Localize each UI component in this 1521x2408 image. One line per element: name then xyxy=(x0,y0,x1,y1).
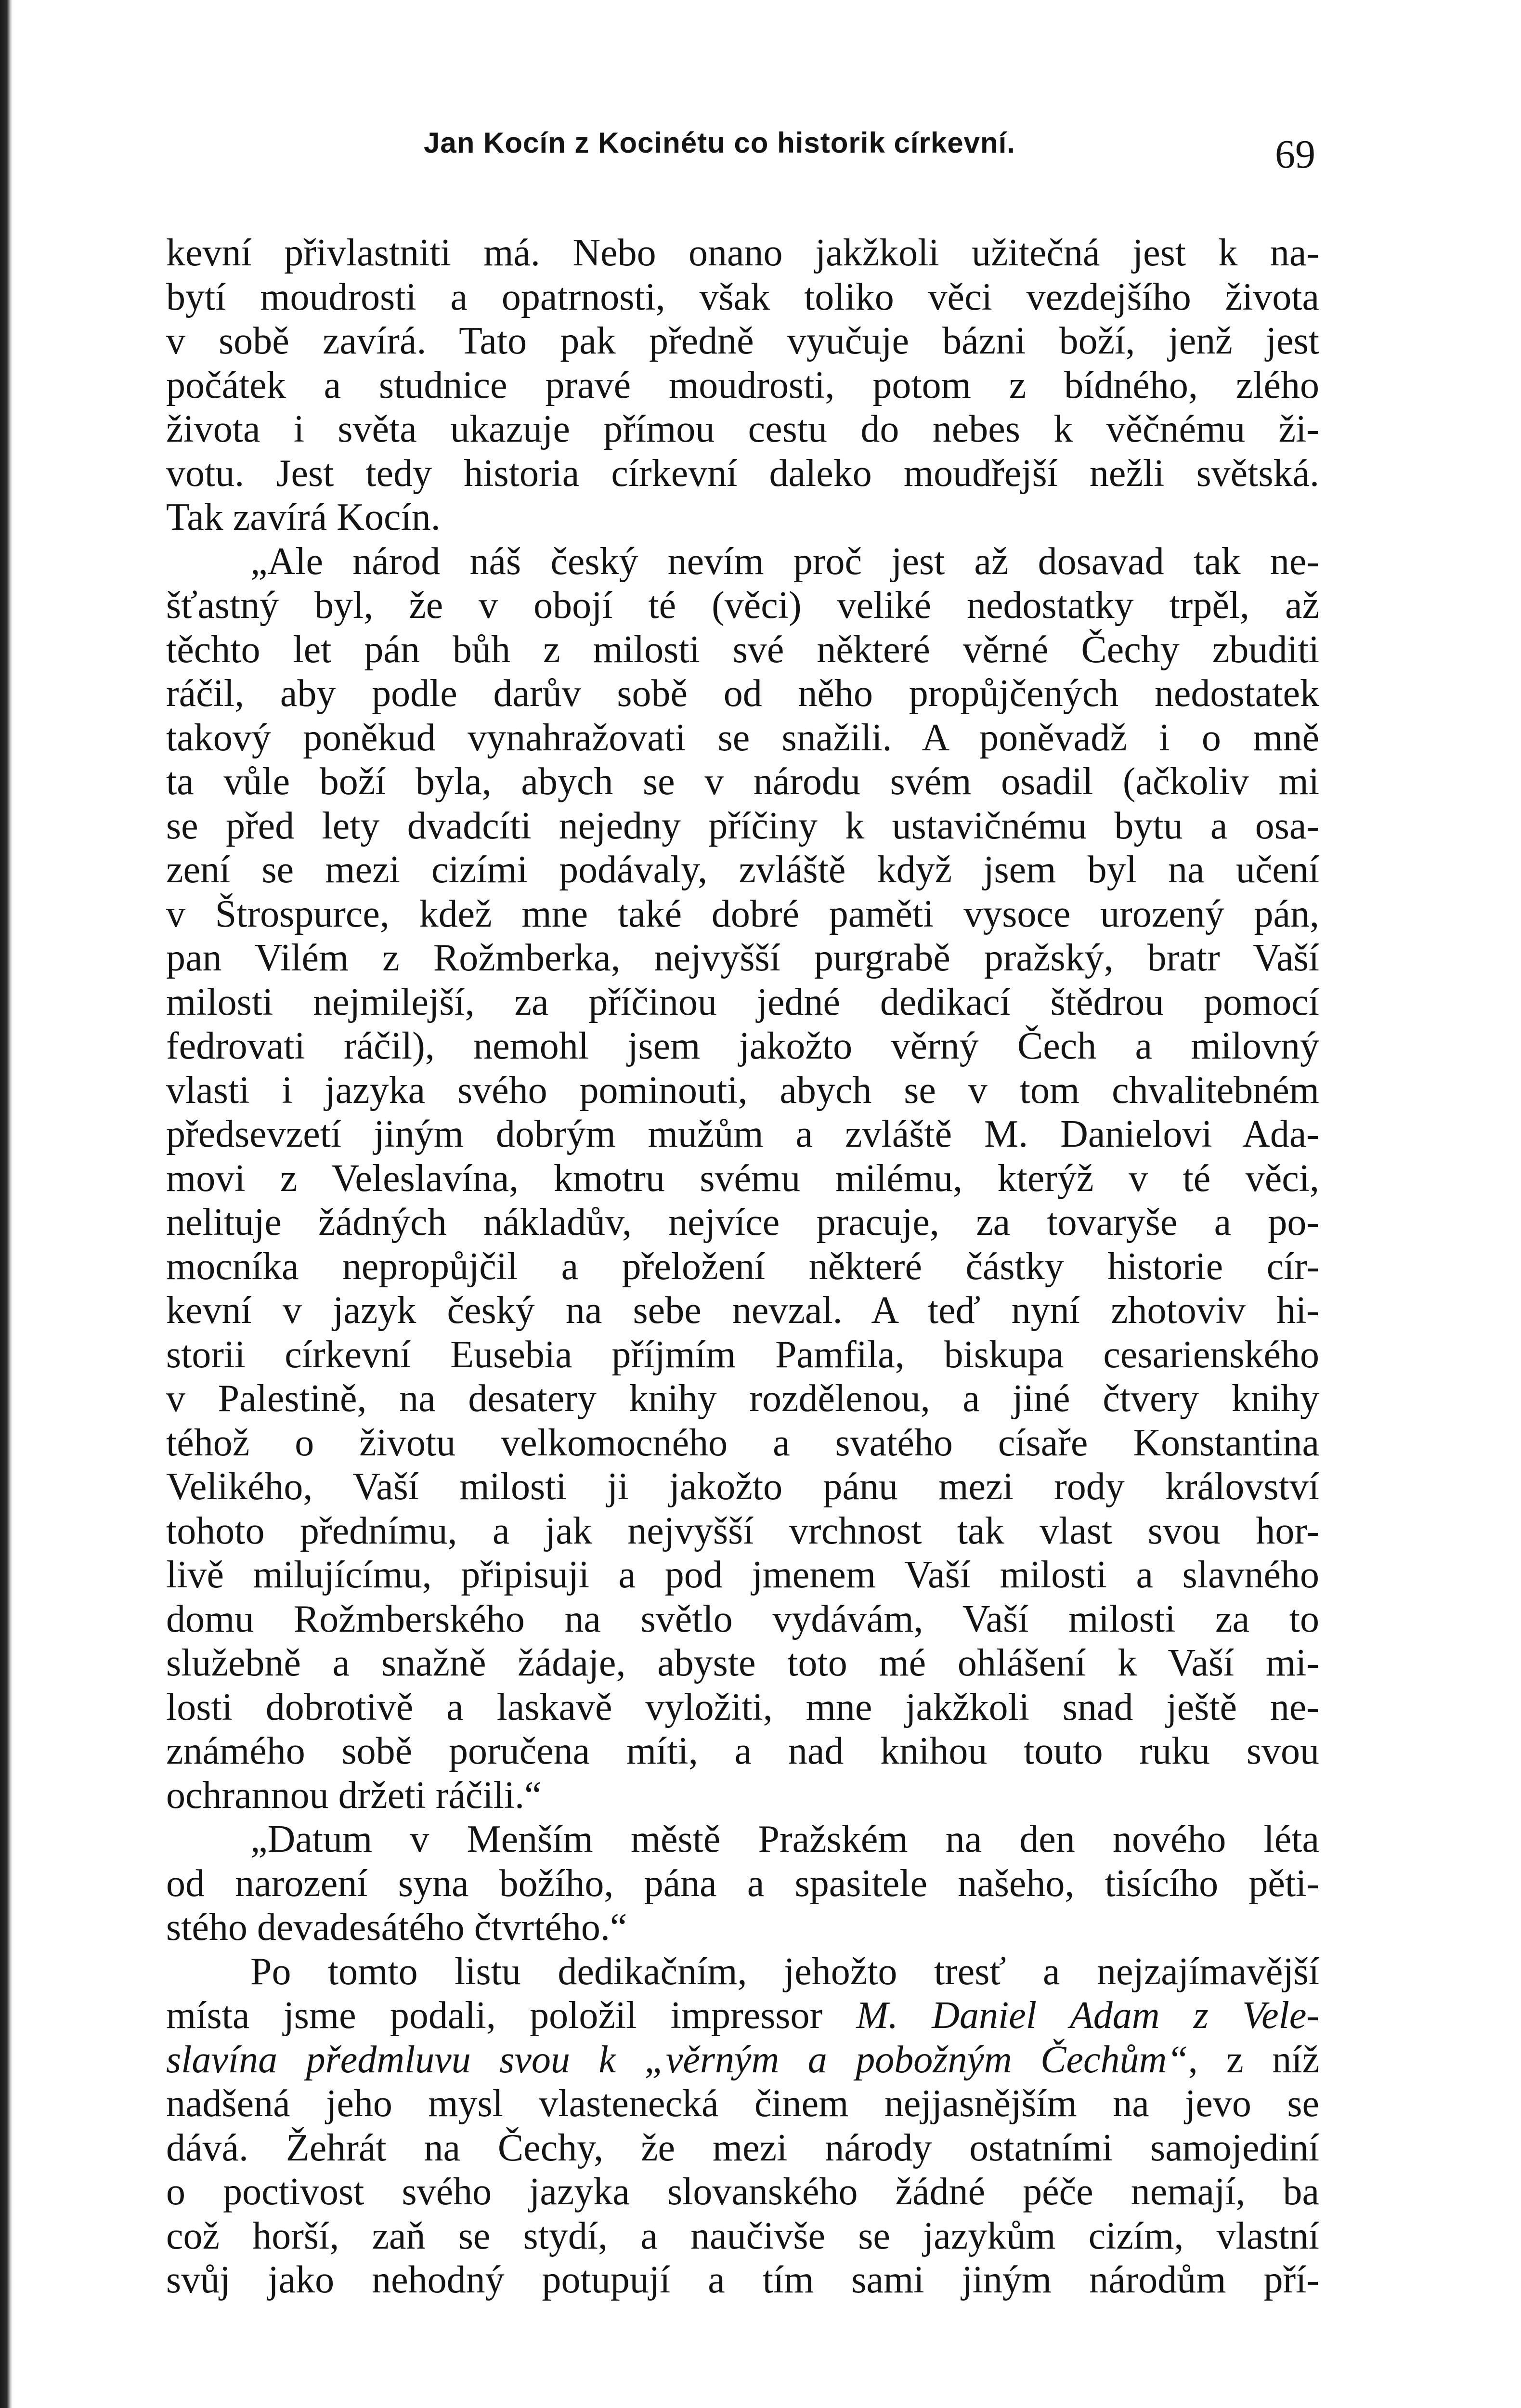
text-line: livě milujícímu, připisuji a pod jmenem Vaší milosti a slavného xyxy=(166,1554,1319,1596)
text-line: domu Rožmberského na světlo vydávám, Vaší milosti za to xyxy=(166,1597,1319,1640)
text-line: v sobě zavírá. Tato pak předně vyučuje bázni boží, jenž jest xyxy=(166,320,1319,362)
text-line: votu. Jest tedy historia církevní daleko moudřejší nežli světská. xyxy=(166,452,1319,495)
text-line: tohoto přednímu, a jak nejvyšší vrchnost tak vlast svou hor- xyxy=(166,1509,1319,1552)
text-line: o poctivost svého jazyka slovanského žádné péče nemají, ba xyxy=(166,2171,1319,2213)
text-line: ráčil, aby podle darův sobě od něho propůjčených nedostatek xyxy=(166,672,1319,715)
text-line: fedrovati ráčil), nemohl jsem jakožto věrný Čech a milovný xyxy=(166,1025,1319,1067)
text-line: storii církevní Eusebia příjmím Pamfila, biskupa cesarienského xyxy=(166,1333,1319,1376)
text-line: movi z Veleslavína, kmotru svému milému, kterýž v té věci, xyxy=(166,1157,1319,1200)
text-line: nadšená jeho mysl vlastenecká činem nejjasnějším na jevo se xyxy=(166,2082,1319,2125)
text-line: svůj jako nehodný potupují a tím sami jiným národům pří- xyxy=(166,2259,1319,2301)
text-line: místa jsme podali, položil impressor M. Daniel Adam z Vele- xyxy=(166,1994,1319,2037)
text-line: se před lety dvadcíti nejedny příčiny k ustavičnému bytu a osa- xyxy=(166,804,1319,847)
text-line: zení se mezi cizími podávaly, zvláště když jsem byl na učení xyxy=(166,849,1319,891)
text-line: šťastný byl, že v obojí té (věci) veliké nedostatky trpěl, až xyxy=(166,584,1319,627)
text-line: stého devadesátého čtvrtého.“ xyxy=(166,1906,627,1949)
text-line: Po tomto listu dedikačním, jehožto tresť a nejzajímavější xyxy=(250,1950,1319,1993)
text-line: v Palestině, na desatery knihy rozdělenou, a jiné čtvery knihy xyxy=(166,1377,1319,1420)
text-line: losti dobrotivě a laskavě vyložiti, mne jakžkoli snad ještě ne- xyxy=(166,1686,1319,1728)
text-line: počátek a studnice pravé moudrosti, potom z bídného, zlého xyxy=(166,364,1319,406)
text-line: známého sobě poručena míti, a nad knihou touto ruku svou xyxy=(166,1730,1319,1772)
scanned-page-edge xyxy=(0,0,13,2408)
text-line: ochrannou držeti ráčili.“ xyxy=(166,1774,542,1817)
text-line: dává. Žehrát na Čechy, že mezi národy ostatními samojediní xyxy=(166,2126,1319,2169)
running-head: Jan Kocín z Kocinétu co historik církevní. xyxy=(424,127,1015,159)
text-line: služebně a snažně žádaje, abyste toto mé ohlášení k Vaší mi- xyxy=(166,1642,1319,1684)
text-line: což horší, zaň se stydí, a naučivše se jazykům cizím, vlastní xyxy=(166,2214,1319,2257)
text-line: Tak zavírá Kocín. xyxy=(166,496,441,538)
text-line: kevní přivlastniti má. Nebo onano jakžkoli užitečná jest k na- xyxy=(166,232,1319,274)
text-line: pan Vilém z Rožmberka, nejvyšší purgrabě pražský, bratr Vaší xyxy=(166,937,1319,979)
text-line: Velikého, Vaší milosti ji jakožto pánu mezi rody království xyxy=(166,1466,1319,1508)
text-line: mocníka nepropůjčil a přeložení některé částky historie cír- xyxy=(166,1245,1319,1288)
italic-text: M. Daniel Adam z Vele- xyxy=(856,1994,1319,2037)
page-number: 69 xyxy=(1275,132,1315,177)
text-line: nelituje žádných nákladův, nejvíce pracuje, za tovaryše a po- xyxy=(166,1201,1319,1243)
text-line: takový poněkud vynahražovati se snažili. A poněvadž i o mně xyxy=(166,716,1319,759)
text-line: milosti nejmilejší, za příčinou jedné dedikací štědrou pomocí xyxy=(166,981,1319,1023)
text-line: kevní v jazyk český na sebe nevzal. A teď nyní zhotoviv hi- xyxy=(166,1289,1319,1332)
text-line: předsevzetí jiným dobrým mužům a zvláště M. Danielovi Ada- xyxy=(166,1113,1319,1155)
text-line: od narození syna božího, pána a spasitele našeho, tisícího pěti- xyxy=(166,1862,1319,1905)
text-line: těchto let pán bůh z milosti své některé věrné Čechy zbuditi xyxy=(166,628,1319,671)
text-line: v Štrospurce, kdež mne také dobré paměti vysoce urozený pán, xyxy=(166,892,1319,935)
text-line: téhož o životu velkomocného a svatého císaře Konstantina xyxy=(166,1421,1319,1464)
text-line: slavína předmluvu svou k „věrným a pobožným Čechům“, z níž xyxy=(166,2038,1319,2081)
text-line: života i světa ukazuje přímou cestu do nebes k věčnému ži- xyxy=(166,408,1319,450)
text-line: „Datum v Menším městě Pražském na den nového léta xyxy=(250,1818,1319,1860)
text-line: ta vůle boží byla, abych se v národu svém osadil (ačkoliv mi xyxy=(166,760,1319,803)
text-line: bytí moudrosti a opatrnosti, však toliko věci vezdejšího života xyxy=(166,275,1319,318)
text-line: vlasti i jazyka svého pominouti, abych se v tom chvalitebném xyxy=(166,1069,1319,1112)
body-text xyxy=(166,231,1319,2303)
italic-text: slavína předmluvu svou k „věrným a pobožným Čechům“ xyxy=(166,2038,1188,2081)
text-line: „Ale národ náš český nevím proč jest až dosavad tak ne- xyxy=(250,540,1319,583)
